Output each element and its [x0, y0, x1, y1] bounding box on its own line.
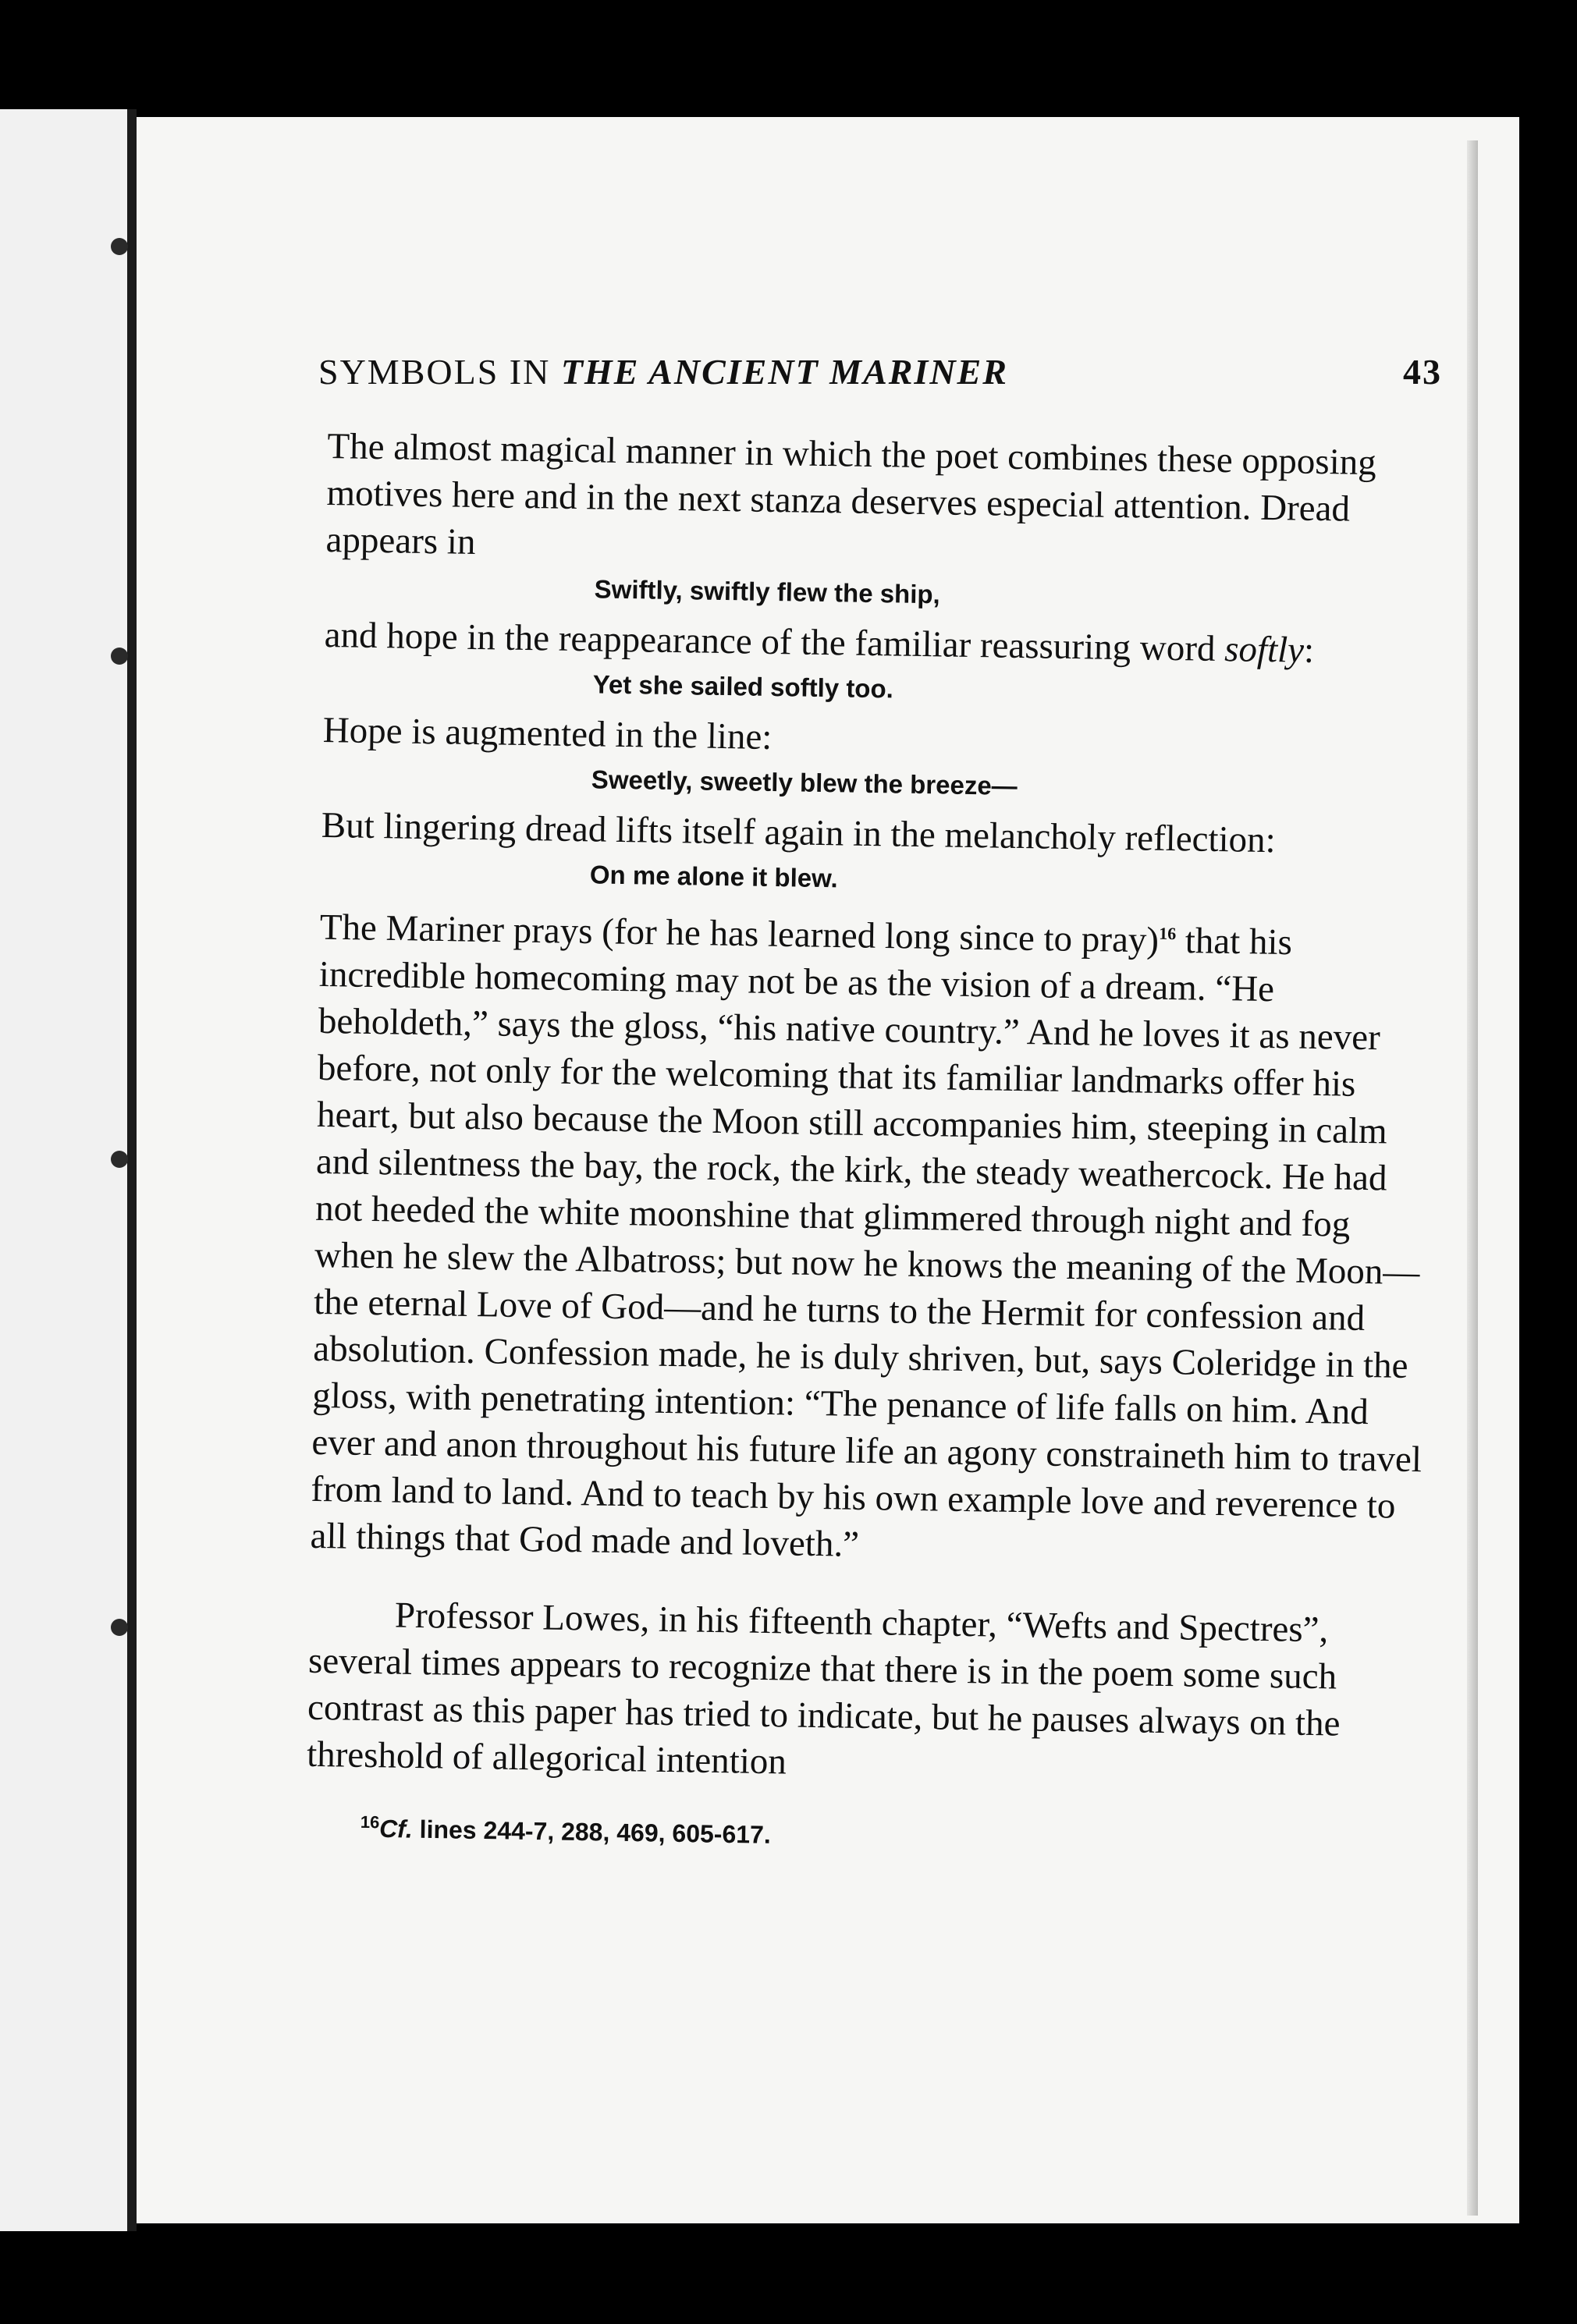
- punctuation: :: [1303, 630, 1315, 671]
- page-edge-shadow: [1467, 140, 1478, 2216]
- paragraph: [310, 897, 1432, 1577]
- footnote-cf: Cf.: [378, 1814, 414, 1843]
- verse-quote: Sweetly, sweetly blew the breeze—: [591, 765, 1018, 800]
- binding-mark: [111, 1619, 128, 1636]
- previous-page-edge: [0, 109, 131, 2231]
- verse-quote: On me alone it blew.: [589, 860, 839, 893]
- paragraph-text: and hope in the reappearance of the familiar reassuring word: [324, 614, 1216, 669]
- italic-word: softly: [1224, 629, 1305, 671]
- paragraph: The almost magical manner in which the poet combines these opposing motives here and in the next stanza deserves especial attention. Dread appears in: [325, 425, 1377, 562]
- page-number: 43: [1403, 352, 1442, 392]
- binding-mark: [111, 648, 128, 665]
- verse-quote: Yet she sailed softly too.: [592, 669, 894, 704]
- header-title-italic: THE ANCIENT MARINER: [560, 352, 1008, 392]
- paragraph: Professor Lowes, in his fifteenth chapter, “Wefts and Spectres”, several times appears to recognize that there is in the poem some such contrast as this paper has tried to indicate, but he pauses always on the threshold of allegorical intention: [306, 1595, 1341, 1783]
- binding-mark: [111, 238, 128, 255]
- footnote-reference: 16: [1159, 923, 1177, 944]
- paragraph: Hope is augmented in the line:: [322, 709, 773, 758]
- paragraph-text: that his incredible homecoming may not be as the vision of a dream. “He beholdeth,” says the gloss, “his native country.” And he loves it as never before, not only for the welcoming that its familiar landmarks offer his heart, but also because the Moon still accompanies him, steeping in calm and silentness the bay, the rock, the kirk, the steady weathercock. He had not heeded the white moonshine that glimmered through night and fog when he slew the Albatross; but now he knows the meaning of the Moon—the eternal Love of God—and he turns to the Hermit for confession and absolution. Confession made, he is duly shriven, but, says Coleridge in the gloss, with penetrating intention: “The penance of life falls on him. And ever and anon throughout his future life an agony constraineth him to travel from land to land. And to teach by his own example love and reverence to all things that God made and loveth.”: [310, 920, 1422, 1565]
- verse-quote: Swiftly, swiftly flew the ship,: [594, 574, 941, 609]
- header-title: SYMBOLS IN: [318, 352, 551, 392]
- paragraph: But lingering dread lifts itself again in the melancholy reflection:: [321, 804, 1277, 861]
- page-body: [305, 423, 1440, 1868]
- binding-mark: [111, 1151, 128, 1168]
- footnote-number: 16: [360, 1811, 380, 1832]
- footnote-text: lines 244-7, 288, 469, 605-617.: [412, 1815, 772, 1849]
- paragraph-text: The Mariner prays (for he has learned long since to pray): [319, 907, 1160, 961]
- running-header: [318, 351, 1442, 392]
- book-spine: [127, 109, 137, 2231]
